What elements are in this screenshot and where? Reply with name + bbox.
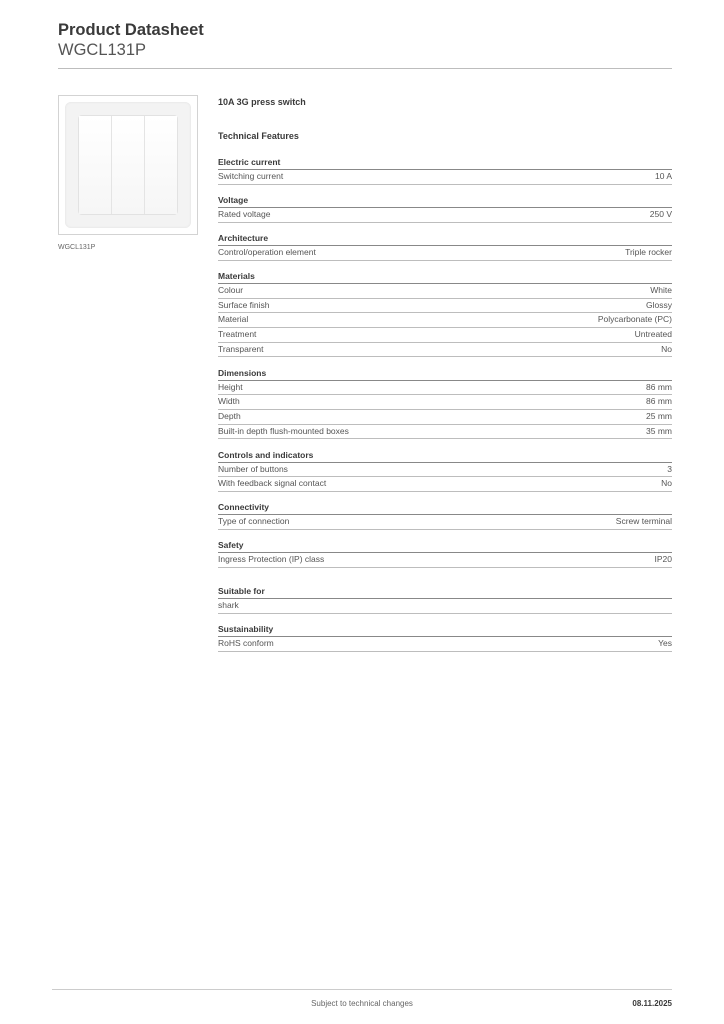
spec-group-sustainability: [218, 623, 672, 652]
spec-group-electric-current: [218, 156, 672, 185]
spec-label: Switching current: [218, 171, 284, 181]
spec-label: shark: [218, 600, 239, 610]
spec-group-voltage: [218, 194, 672, 223]
spec-row: [218, 425, 672, 440]
group-title: Connectivity: [218, 501, 672, 515]
spec-value: 86 mm: [646, 381, 672, 392]
rocker-right: [145, 116, 177, 214]
spec-content: [218, 96, 672, 661]
spec-value: 35 mm: [646, 425, 672, 436]
spec-group-architecture: [218, 232, 672, 261]
spec-row: [218, 515, 672, 530]
image-caption: WGCL131P: [58, 244, 96, 251]
spec-label: Transparent: [218, 343, 264, 354]
section-title: Technical Features: [218, 131, 299, 141]
spec-label: Width: [218, 396, 240, 407]
product-image: [58, 95, 198, 235]
header-divider: [58, 68, 672, 69]
spec-row: [218, 208, 672, 223]
spec-label: Height: [218, 381, 243, 392]
spec-value: Polycarbonate (PC): [597, 314, 672, 325]
spec-row: [218, 395, 672, 410]
spec-value: 86 mm: [646, 396, 672, 407]
spec-label: Built-in depth flush-mounted boxes: [218, 425, 349, 436]
spec-row: [218, 477, 672, 492]
spec-value: No: [661, 343, 672, 354]
footer-date: 08.11.2025: [632, 999, 672, 1008]
group-title: Architecture: [218, 232, 672, 246]
spec-value: 25 mm: [646, 410, 672, 421]
footer-note: Subject to technical changes: [311, 999, 413, 1008]
rocker-middle: [112, 116, 145, 214]
document-header: [58, 20, 672, 60]
spec-label: Ingress Protection (IP) class: [218, 554, 325, 565]
spec-value: IP20: [654, 554, 672, 565]
spec-group-dimensions: [218, 367, 672, 439]
spec-row: [218, 299, 672, 314]
spec-group-controls-indicators: [218, 449, 672, 492]
rocker-left: [79, 116, 112, 214]
spec-row: [218, 553, 672, 568]
spec-group-materials: [218, 270, 672, 357]
group-title: Dimensions: [218, 367, 672, 381]
footer-divider: [52, 989, 672, 990]
spec-row: [218, 328, 672, 343]
spec-label: Material: [218, 314, 249, 325]
spec-label: Colour: [218, 285, 244, 296]
group-title: Sustainability: [218, 623, 672, 637]
spec-row: [218, 313, 672, 328]
group-title: Suitable for: [218, 585, 672, 599]
switch-plate-illustration: [65, 102, 191, 228]
spec-row: [218, 410, 672, 425]
spec-row: [218, 284, 672, 299]
spec-value: 10 A: [654, 171, 672, 181]
document-title: Product Datasheet: [58, 21, 204, 39]
spec-label: RoHS conform: [218, 638, 274, 649]
spec-label: Control/operation element: [218, 247, 316, 258]
product-name: 10A 3G press switch: [218, 97, 306, 107]
group-title: Voltage: [218, 194, 672, 208]
group-title: Controls and indicators: [218, 449, 672, 463]
spec-value: Untreated: [634, 329, 672, 340]
group-title: Materials: [218, 270, 672, 284]
spec-value: White: [650, 285, 672, 296]
spec-row: [218, 170, 672, 185]
spec-value: Glossy: [646, 299, 672, 310]
group-title: Electric current: [218, 156, 672, 170]
spec-value: 250 V: [649, 209, 672, 220]
product-code: WGCL131P: [58, 41, 147, 59]
spec-label: With feedback signal contact: [218, 478, 327, 489]
spec-group-suitable-for: [218, 585, 672, 614]
spec-group-safety: [218, 539, 672, 568]
spec-label: Rated voltage: [218, 209, 271, 220]
spec-row: [218, 246, 672, 261]
spec-group-connectivity: [218, 501, 672, 530]
spec-row: [218, 463, 672, 478]
spec-label: Treatment: [218, 329, 257, 340]
spec-label: Depth: [218, 410, 241, 421]
spec-row: [218, 343, 672, 358]
spec-label: Number of buttons: [218, 463, 288, 474]
spec-value: Triple rocker: [625, 247, 672, 258]
group-title: Safety: [218, 539, 672, 553]
spec-value: No: [661, 478, 672, 489]
rocker-frame: [78, 115, 178, 215]
spec-row: [218, 637, 672, 652]
spec-row: [218, 599, 672, 614]
spec-value: 3: [667, 463, 672, 474]
spec-label: Surface finish: [218, 299, 270, 310]
spec-value: Yes: [658, 638, 672, 649]
spec-row: [218, 381, 672, 396]
spec-label: Type of connection: [218, 516, 290, 527]
spec-value: Screw terminal: [615, 516, 672, 527]
